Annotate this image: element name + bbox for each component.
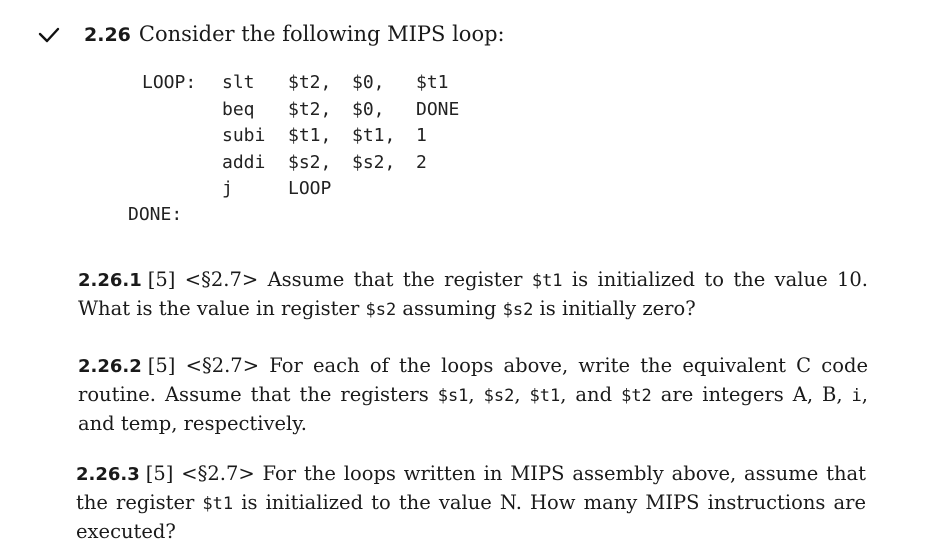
problem-text-segment: [5] <§2.7> Assume that the register <box>147 268 532 291</box>
code-label: LOOP: <box>142 72 197 93</box>
code-operand: $t2, <box>288 98 332 120</box>
code-operand: LOOP <box>288 178 332 199</box>
code-opcode: beq <box>222 98 255 120</box>
problem-text-segment: [5] <§2.7> For each of the loops above, write the equivalent C code routine. Assume that the registers <box>78 354 868 406</box>
problem-text <box>78 268 868 320</box>
code-operand: $s2, <box>352 151 396 173</box>
code-operand: 1 <box>416 125 427 146</box>
problem-number: 2.26.2 <box>78 356 142 377</box>
register-name: $s1 <box>437 386 469 406</box>
problem-text-segment: , <box>468 383 484 406</box>
checkmark-icon <box>38 26 60 48</box>
register-name: $t1 <box>531 271 563 291</box>
problem-text-segment: , <box>514 383 530 406</box>
problem-2-26-3 <box>76 460 866 546</box>
problem-number: 2.26.1 <box>78 270 142 291</box>
done-label: DONE: <box>128 204 183 225</box>
problem-text-segment: , and temp, respectively. <box>78 383 868 435</box>
code-opcode: j <box>222 178 233 199</box>
problem-text-segment: , and <box>560 383 622 406</box>
problem-text-segment: assuming <box>396 297 503 320</box>
code-line <box>142 123 459 150</box>
mips-code-block <box>142 70 459 203</box>
problem-text-segment: is initialized to the value N. How many MIPS instructions are executed? <box>76 491 867 543</box>
code-label <box>142 176 222 203</box>
problem-text <box>78 354 868 435</box>
code-opcode: addi <box>222 151 266 173</box>
problem-text <box>76 462 866 543</box>
code-line <box>142 97 459 124</box>
problem-text-segment: are integers A, B, <box>651 383 852 406</box>
problem-text-segment: [5] <§2.7> For the loops written in MIPS assembly above, assume that the register <box>76 462 866 514</box>
code-line <box>142 150 459 177</box>
code-label <box>142 150 222 177</box>
exercise-number: 2.26 <box>84 24 131 46</box>
code-line <box>142 70 459 97</box>
problem-number: 2.26.3 <box>76 464 140 485</box>
code-operand: $t1 <box>416 72 449 93</box>
code-operand: $t1, <box>352 125 396 146</box>
code-label <box>142 123 222 150</box>
code-operand: $t2, <box>288 72 332 93</box>
exercise-heading <box>84 22 505 46</box>
code-operand: $s2, <box>288 151 332 173</box>
code-label <box>142 97 222 124</box>
register-name: $t1 <box>202 494 234 514</box>
code-operand: $0, <box>352 98 385 120</box>
code-operand: DONE <box>416 98 460 120</box>
code-operand: $0, <box>352 72 385 93</box>
problem-2-26-1 <box>78 266 868 324</box>
exercise-title: Consider the following MIPS loop: <box>138 22 505 46</box>
code-line <box>142 176 459 203</box>
code-opcode: subi <box>222 125 266 146</box>
register-name: $t1 <box>529 386 561 406</box>
code-operand: 2 <box>416 151 427 173</box>
register-name: $s2 <box>483 386 515 406</box>
register-name: $s2 <box>502 300 534 320</box>
code-operand <box>352 176 416 203</box>
problem-text-segment: is initialized to the value 10. What is the value in register <box>78 268 869 320</box>
register-name: $t2 <box>621 386 652 406</box>
problem-2-26-2 <box>78 352 868 438</box>
code-operand: $t1, <box>288 125 332 146</box>
register-name: i <box>851 386 862 406</box>
problem-text-segment: is initially zero? <box>533 297 696 320</box>
register-name: $s2 <box>365 300 397 320</box>
code-opcode: slt <box>222 72 255 93</box>
